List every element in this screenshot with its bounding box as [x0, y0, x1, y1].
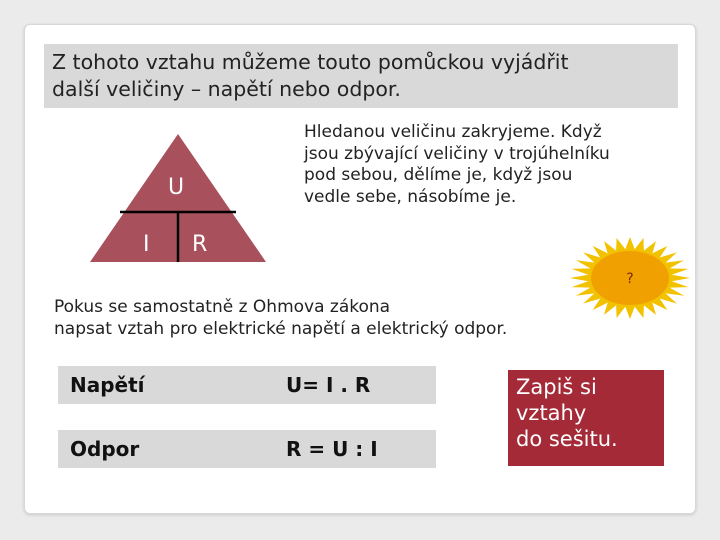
task-line-1: Pokus se samostatně z Ohmova zákona: [54, 297, 391, 317]
explanation-line-3: pod sebou, dělíme je, když jsou: [304, 165, 573, 185]
notebook-note: [508, 370, 664, 466]
formula-row-resistance: [58, 430, 436, 468]
explanation-line-1: Hledanou veličinu zakryjeme. Když: [304, 122, 602, 142]
title-line-1: Z tohoto vztahu můžeme touto pomůckou vyjádřit: [52, 50, 569, 74]
sun-question-mark: ?: [626, 271, 634, 287]
explanation-line-4: vedle sebe, násobíme je.: [304, 186, 517, 207]
quantity-resistance: Odpor: [58, 430, 276, 468]
triangle-label-r: R: [192, 232, 208, 257]
explanation-text: [304, 122, 684, 208]
explanation-line-2: jsou zbývající veličiny v trojúhelníku: [304, 143, 610, 164]
formula-resistance: R = U : I: [276, 430, 436, 468]
formula-table: [58, 340, 436, 494]
quantity-voltage: Napětí: [58, 366, 276, 404]
title-line-2: další veličiny – napětí nebo odpor.: [52, 77, 401, 101]
task-text: [54, 296, 614, 340]
task-line-2: napsat vztah pro elektrické napětí a elektrický odpor.: [54, 319, 508, 339]
triangle-label-u: U: [168, 175, 185, 200]
ohm-triangle: [88, 132, 268, 264]
note-line-2: vztahy: [516, 401, 587, 425]
note-line-1: Zapiš si: [516, 375, 597, 399]
slide-title: [44, 44, 678, 108]
triangle-label-i: I: [143, 232, 150, 257]
formula-row-voltage: [58, 366, 436, 404]
formula-voltage: U= I . R: [276, 366, 436, 404]
note-line-3: do sešitu.: [516, 427, 618, 451]
